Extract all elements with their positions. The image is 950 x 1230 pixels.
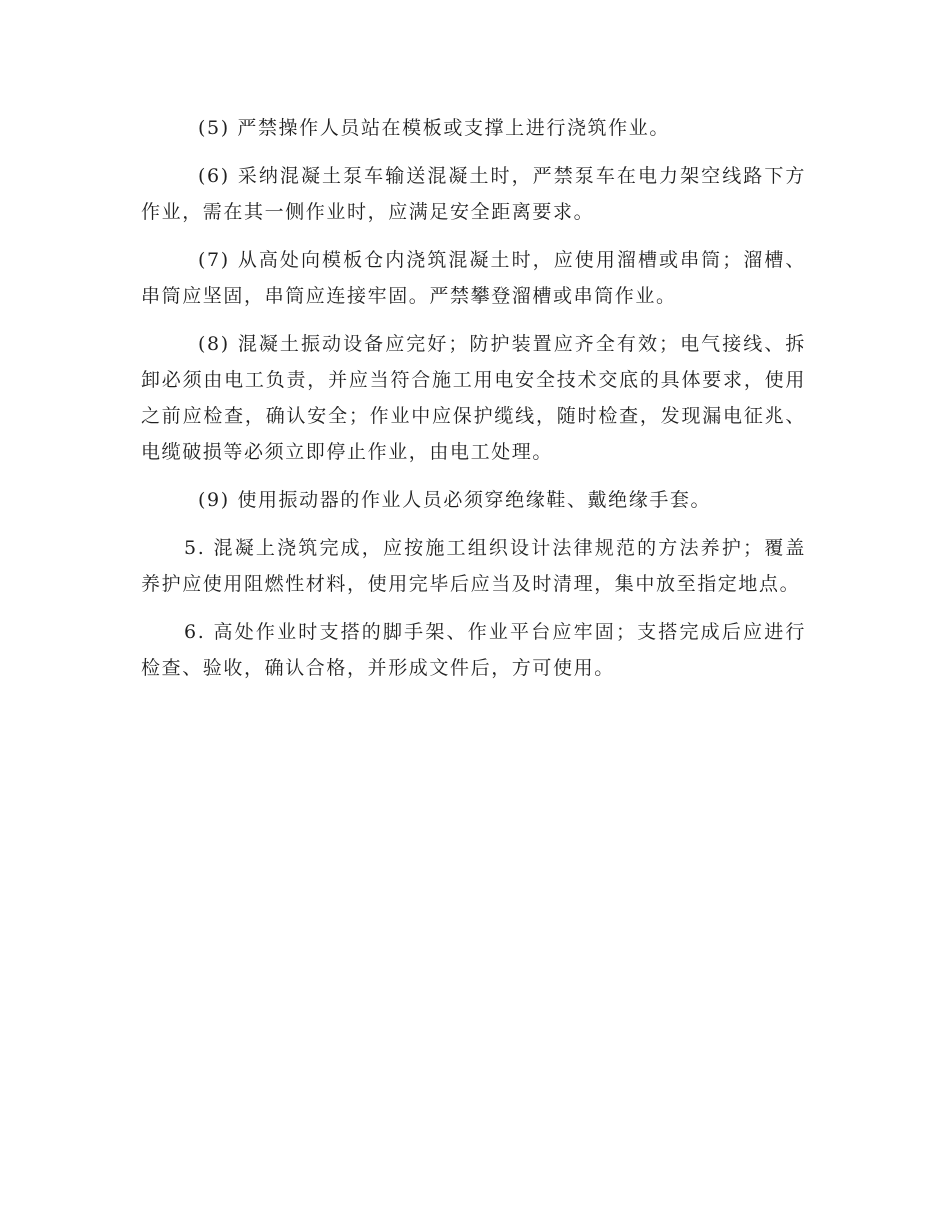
paragraph-section-6: 6. 高处作业时支搭的脚手架、作业平台应牢固；支搭完成后应进行检查、验收，确认合格，并形成文件后，方可使用。 [141,621,806,679]
paragraph-item-8: (8) 混凝土振动设备应完好；防护装置应齐全有效；电气接线、拆卸必须由电工负责，并应当符合施工用电安全技术交底的具体要求，使用之前应检查，确认安全；作业中应保护缆线，随时检查，发现漏电征兆、电缆破损等必须立即停止作业，由电工处理。 [141,333,806,463]
paragraph-item-5: (5) 严禁操作人员站在模板或支撑上进行浇筑作业。 [198,117,670,139]
paragraph-item-6: (6) 采纳混凝土泵车输送混凝土时，严禁泵车在电力架空线路下方作业，需在其一侧作业时，应满足安全距离要求。 [141,165,806,223]
paragraph-section-5: 5. 混凝上浇筑完成，应按施工组织设计法律规范的方法养护；覆盖养护应使用阻燃性材料，使用完毕后应当及时清理，集中放至指定地点。 [141,537,806,595]
paragraph-item-7: (7) 从高处向模板仓内浇筑混凝土时，应使用溜槽或串筒；溜槽、串筒应坚固，串筒应连接牢固。严禁攀登溜槽或串筒作业。 [141,249,806,307]
document-body [141,110,806,686]
paragraph-item-9: (9) 使用振动器的作业人员必须穿绝缘鞋、戴绝缘手套。 [198,489,712,511]
